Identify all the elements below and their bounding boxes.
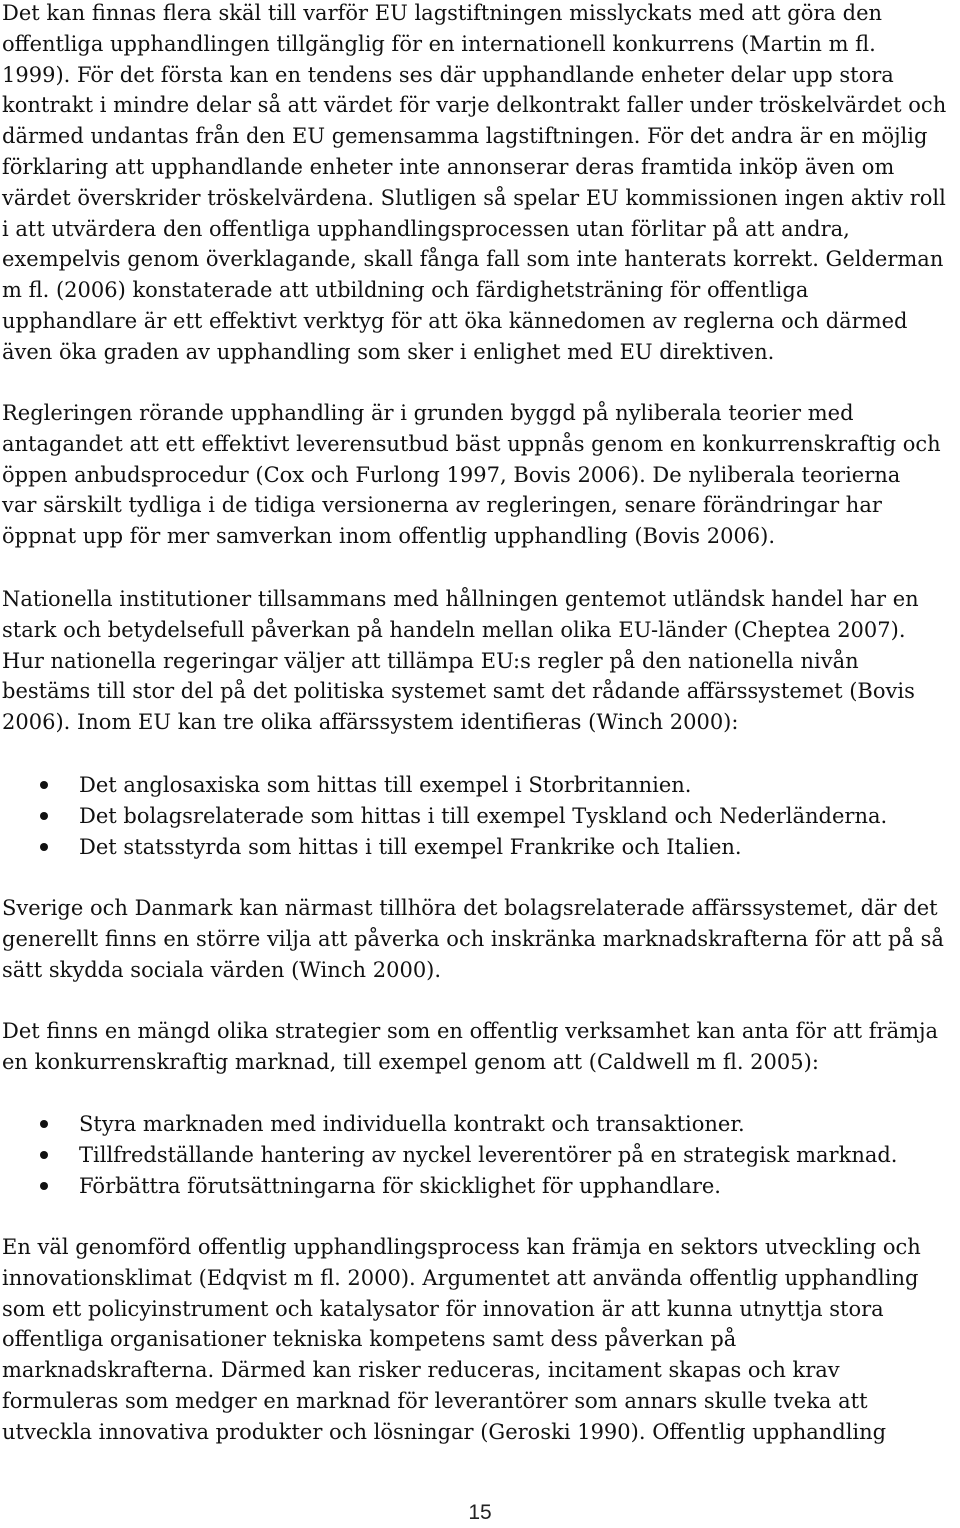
text-line: förklaring att upphandlande enheter inte annonserar deras framtida inköp även om xyxy=(2,154,895,179)
paragraph-strategies xyxy=(2,1016,938,1078)
page-number: 15 xyxy=(468,1501,492,1524)
text-line: i att utvärdera den offentliga upphandlingsprocessen utan förlitar på att andra, xyxy=(2,216,850,241)
text-line: öppnat upp för mer samverkan inom offentlig upphandling (Bovis 2006). xyxy=(2,524,776,549)
list-item-text: Styra marknaden med individuella kontrakt och transaktioner. xyxy=(79,1112,745,1136)
text-line: en konkurrenskraftig marknad, till exempel genom att (Caldwell m fl. 2005): xyxy=(2,1049,819,1074)
text-line: 2006). Inom EU kan tre olika affärssystem identifieras (Winch 2000): xyxy=(2,710,739,735)
text-line: innovationsklimat (Edqvist m fl. 2000). Argumentet att använda offentlig upphandling xyxy=(2,1265,919,1290)
text-line: som ett policyinstrument och katalysator för innovation är att kunna utnyttja stora xyxy=(2,1296,884,1321)
text-line: offentliga upphandlingen tillgänglig för en internationell konkurrens (Martin m fl. xyxy=(2,31,876,56)
text-line: värdet överskrider tröskelvärdena. Slutligen så spelar EU kommissionen ingen aktiv roll xyxy=(2,185,946,210)
text-line: Regleringen rörande upphandling är i grunden byggd på nyliberala teorier med xyxy=(2,401,854,425)
text-line: En väl genomförd offentlig upphandlingsprocess kan främja en sektors utveckling och xyxy=(2,1235,921,1259)
text-line: kontrakt i mindre delar så att värdet för varje delkontrakt faller under tröskelvärdet och xyxy=(2,93,947,118)
text-line: formuleras som medger en marknad för leverantörer som annars skulle tveka att xyxy=(2,1388,868,1413)
text-line: marknadskrafterna. Därmed kan risker reduceras, incitament skapas och krav xyxy=(2,1358,840,1383)
paragraph-innovation xyxy=(2,1232,921,1448)
bullet-icon xyxy=(40,843,48,851)
text-line: upphandlare är ett effektivt verktyg för att öka kännedomen av reglerna och därmed xyxy=(2,308,908,333)
text-line: generellt finns en större vilja att påverka och inskränka marknadskrafterna för att på så xyxy=(2,926,944,951)
text-line: öppen anbudsprocedur (Cox och Furlong 1997, Bovis 2006). De nyliberala teorierna xyxy=(2,462,901,487)
paragraph-eu-legislation xyxy=(2,0,946,368)
bullet-icon xyxy=(40,812,48,820)
list-item-text: Det statsstyrda som hittas i till exempel Frankrike och Italien. xyxy=(79,834,742,859)
text-line: Det finns en mängd olika strategier som en offentlig verksamhet kan anta för att främja xyxy=(2,1019,939,1043)
paragraph-neoliberal-theories xyxy=(2,398,941,552)
text-line: antagandet att ett effektivt leverensutbud bäst uppnås genom en konkurrenskraftig och xyxy=(2,431,941,456)
text-line: sätt skydda sociala värden (Winch 2000). xyxy=(2,957,442,982)
text-line: exempelvis genom överklagande, skall fånga fall som inte hanterats korrekt. Gelderman xyxy=(2,247,944,272)
text-line: Hur nationella regeringar väljer att tillämpa EU:s regler på den nationella nivån xyxy=(2,648,859,673)
text-line: m fl. (2006) konstaterade att utbildning och färdighetsträning för offentliga xyxy=(2,278,809,303)
paragraph-sweden-denmark xyxy=(2,893,944,985)
text-line: Nationella institutioner tillsammans med hållningen gentemot utländsk handel har en xyxy=(2,587,919,611)
text-line: bestäms till stor del på det politiska systemet samt det rådande affärssystemet (Bovis xyxy=(2,679,915,704)
paragraph-national-institutions xyxy=(2,584,919,738)
bullet-icon xyxy=(40,1120,48,1128)
bullet-icon xyxy=(40,1182,48,1190)
text-line: stark och betydelsefull påverkan på handeln mellan olika EU-länder (Cheptea 2007). xyxy=(2,617,906,642)
text-line: utveckla innovativa produkter och lösningar (Geroski 1990). Offentlig upphandling xyxy=(2,1419,887,1444)
list-item-text: Det anglosaxiska som hittas till exempel i Storbritannien. xyxy=(79,773,692,797)
text-line: Det kan finnas flera skäl till varför EU lagstiftningen misslyckats med att göra den xyxy=(2,1,883,25)
list-item-text: Det bolagsrelaterade som hittas i till exempel Tyskland och Nederländerna. xyxy=(79,803,888,828)
text-line: 1999). För det första kan en tendens ses där upphandlande enheter delar upp stora xyxy=(2,62,894,87)
bullet-icon xyxy=(40,781,48,789)
text-line: därmed undantas från den EU gemensamma lagstiftningen. För det andra är en möjlig xyxy=(2,124,928,149)
list-item-text: Tillfredställande hantering av nyckel leverentörer på en strategisk marknad. xyxy=(79,1142,898,1167)
text-line: offentliga organisationer tekniska kompetens samt dess påverkan på xyxy=(2,1327,737,1352)
text-line: Sverige och Danmark kan närmast tillhöra det bolagsrelaterade affärssystemet, där det xyxy=(2,896,938,920)
text-line: var särskilt tydliga i de tidiga versionerna av regleringen, senare förändringar har xyxy=(2,493,882,518)
bullet-icon xyxy=(40,1151,48,1159)
text-line: även öka graden av upphandling som sker i enlighet med EU direktiven. xyxy=(2,339,775,364)
list-item-text: Förbättra förutsättningarna för skicklighet för upphandlare. xyxy=(79,1173,721,1198)
